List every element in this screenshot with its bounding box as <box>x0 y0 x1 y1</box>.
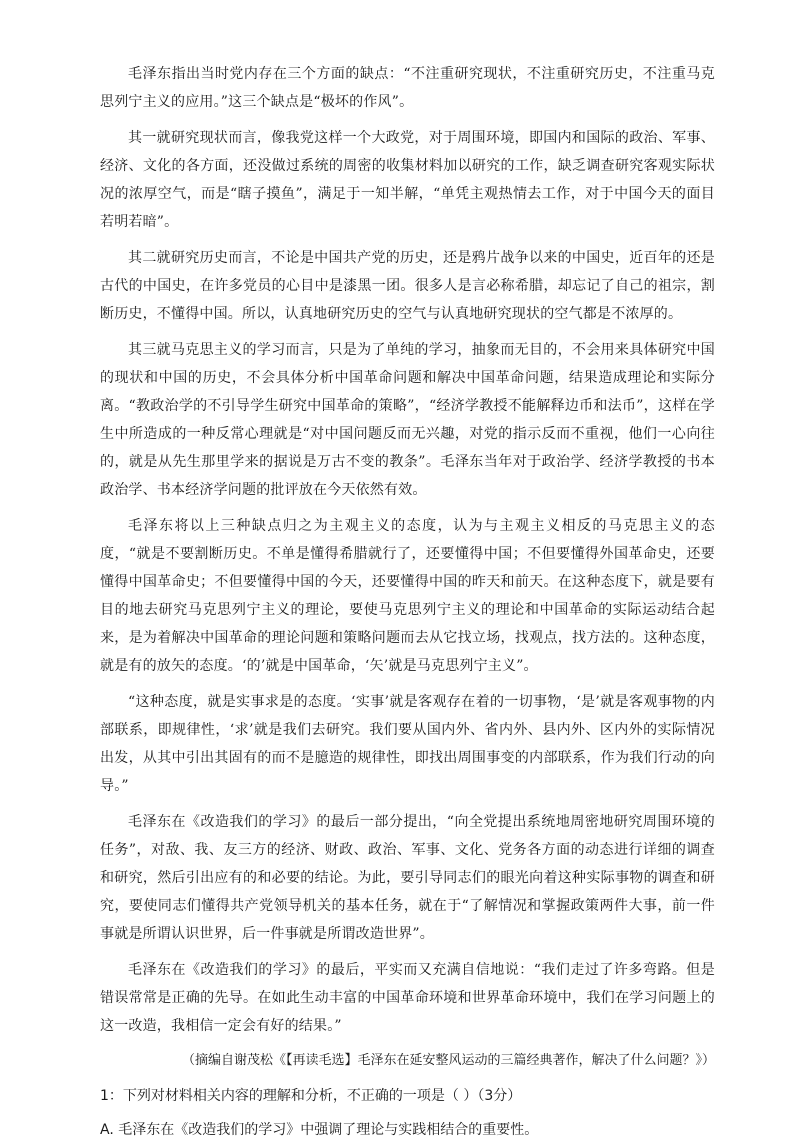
paragraph: 毛泽东在《改造我们的学习》的最后，平实而又充满自信地说：“我们走过了许多弯路。但是错误常常是正确的先导。在如此生动丰富的中国革命环境和世界革命环境中，我们在学习问题上的这一改造，我相信一定会有好的结果。” <box>100 962 715 1034</box>
answer-option-a: A. 毛泽东在《改造我们的学习》中强调了理论与实践相结合的重要性。 <box>100 1122 539 1138</box>
paragraph: 其一就研究现状而言，像我党这样一个大政党，对于周围环境，即国内和国际的政治、军事、经济、文化的各方面，还没做过系统的周密的收集材料加以研究的工作，缺乏调查研究客观实际状况的浓厚空气，而是“瞎子摸鱼”，满足于一知半解，“单凭主观热情去工作，对于中国今天的面目若明若暗”。 <box>100 130 715 230</box>
paragraph: 其三就马克思主义的学习而言，只是为了单纯的学习，抽象而无目的，不会用来具体研究中国的现状和中国的历史，不会具体分析中国革命问题和解决中国革命问题，结果造成理论和实际分离。“教政治学的不引导学生研究中国革命的策略”，“经济学教授不能解释边币和法币”，这样在学生中所造成的一种反常心理就是“对中国问题反而无兴趣，对党的指示反而不重视，他们一心向往的，就是从先生那里学来的据说是万古不变的教条”。毛泽东当年对于政治学、经济学教授的书本政治学、书本经济学问题的批评放在今天依然有效。 <box>100 342 715 498</box>
paragraph: 毛泽东在《改造我们的学习》的最后一部分提出，“向全党提出系统地周密地研究周围环境的任务”，对敌、我、友三方的经济、财政、政治、军事、文化、党务各方面的动态进行详细的调查和研究，然后引出应有的和必要的结论。为此，要引导同志们的眼光向着这种实际事物的调查和研究，要使同志们懂得共产党领导机关的基本任务，就在于“了解情况和掌握政策两件大事，前一件事就是所谓认识世界，后一件事就是所谓改造世界”。 <box>100 814 715 942</box>
source-citation: （摘编自谢茂松《【再读毛选】毛泽东在延安整风运动的三篇经典著作，解决了什么问题？》） <box>181 1053 715 1068</box>
paragraph: 毛泽东指出当时党内存在三个方面的缺点：“不注重研究现状，不注重研究历史，不注重马克思列宁主义的应用。”这三个缺点是“极坏的作风”。 <box>100 66 715 110</box>
question-stem: 1：下列对材料相关内容的理解和分析，不正确的一项是（ ）（3分） <box>100 1088 522 1104</box>
paragraph: 其二就研究历史而言，不论是中国共产党的历史，还是鸦片战争以来的中国史，近百年的还是古代的中国史，在许多党员的心目中是漆黑一团。很多人是言必称希腊，却忘记了自己的祖宗，割断历史，不懂得中国。所以，认真地研究历史的空气与认真地研究现状的空气都是不浓厚的。 <box>100 250 715 322</box>
paragraph: “这种态度，就是实事求是的态度。‘实事’就是客观存在着的一切事物，‘是’就是客观事物的内部联系，即规律性，‘求’就是我们去研究。我们要从国内外、省内外、县内外、区内外的实际情况出发，从其中引出其固有的而不是臆造的规律性，即找出周围事变的内部联系，作为我们行动的向导。” <box>100 694 715 794</box>
document-page <box>100 60 715 1144</box>
paragraph: 毛泽东将以上三种缺点归之为主观主义的态度，认为与主观主义相反的马克思主义的态度，“就是不要割断历史。不单是懂得希腊就行了，还要懂得中国；不但要懂得外国革命史，还要懂得中国革命史；不但要懂得中国的今天，还要懂得中国的昨天和前天。在这种态度下，就是要有目的地去研究马克思列宁主义的理论，要使马克思列宁主义的理论和中国革命的实际运动结合起来，是为着解决中国革命的理论问题和策略问题而去从它找立场，找观点，找方法的。这种态度，就是有的放矢的态度。‘的’就是中国革命，‘矢’就是马克思列宁主义”。 <box>100 518 715 674</box>
